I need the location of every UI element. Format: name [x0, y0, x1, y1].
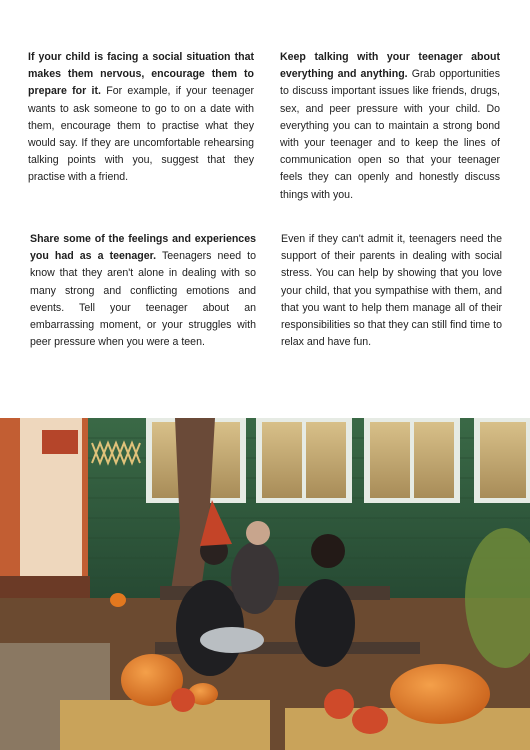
- paragraph-lead: Share some of the feelings and experiences you had as a teenager.: [30, 233, 256, 263]
- paragraph-prepare: [28, 49, 254, 187]
- paragraph-body: For example, if your teenager wants to ask someone to go to on a date with them, encourage them to practise what they would say. If they are uncomfortable rehearsing talking points with you, suggest that they practise with a friend.: [28, 85, 254, 184]
- paragraph-body: Teenagers need to know that they aren't alone in dealing with so many strong and conflicting emotions and events. Tell your teenager about an embarrassing moment, or your struggles with peer pressure when you were a teen.: [30, 250, 256, 349]
- paragraph-support: [281, 231, 502, 351]
- paragraph-keep-talking: [280, 49, 500, 204]
- paragraph-body: Grab opportunities to discuss important issues like friends, drugs, sex, and peer pressure with your child. Do everything you can to maintain a strong bond with your teenager and to keep the lines of communication open so that your teenager feels they can openly and honestly discuss things with you.: [280, 68, 500, 201]
- paragraph-share-feelings: [30, 231, 256, 351]
- halloween-family-photo: [0, 418, 530, 750]
- paragraph-lead: Keep talking with your teenager about everything and anything.: [280, 51, 500, 81]
- paragraph-lead: If your child is facing a social situation that makes them nervous, encourage them to prepare for it.: [28, 51, 254, 98]
- paragraph-body: Even if they can't admit it, teenagers need the support of their parents in dealing with social stress. You can help by showing that you love your child, that you sympathise with them, and that you want to help them manage all of their responsibilities so that they can still find time to relax and have fun.: [281, 233, 502, 349]
